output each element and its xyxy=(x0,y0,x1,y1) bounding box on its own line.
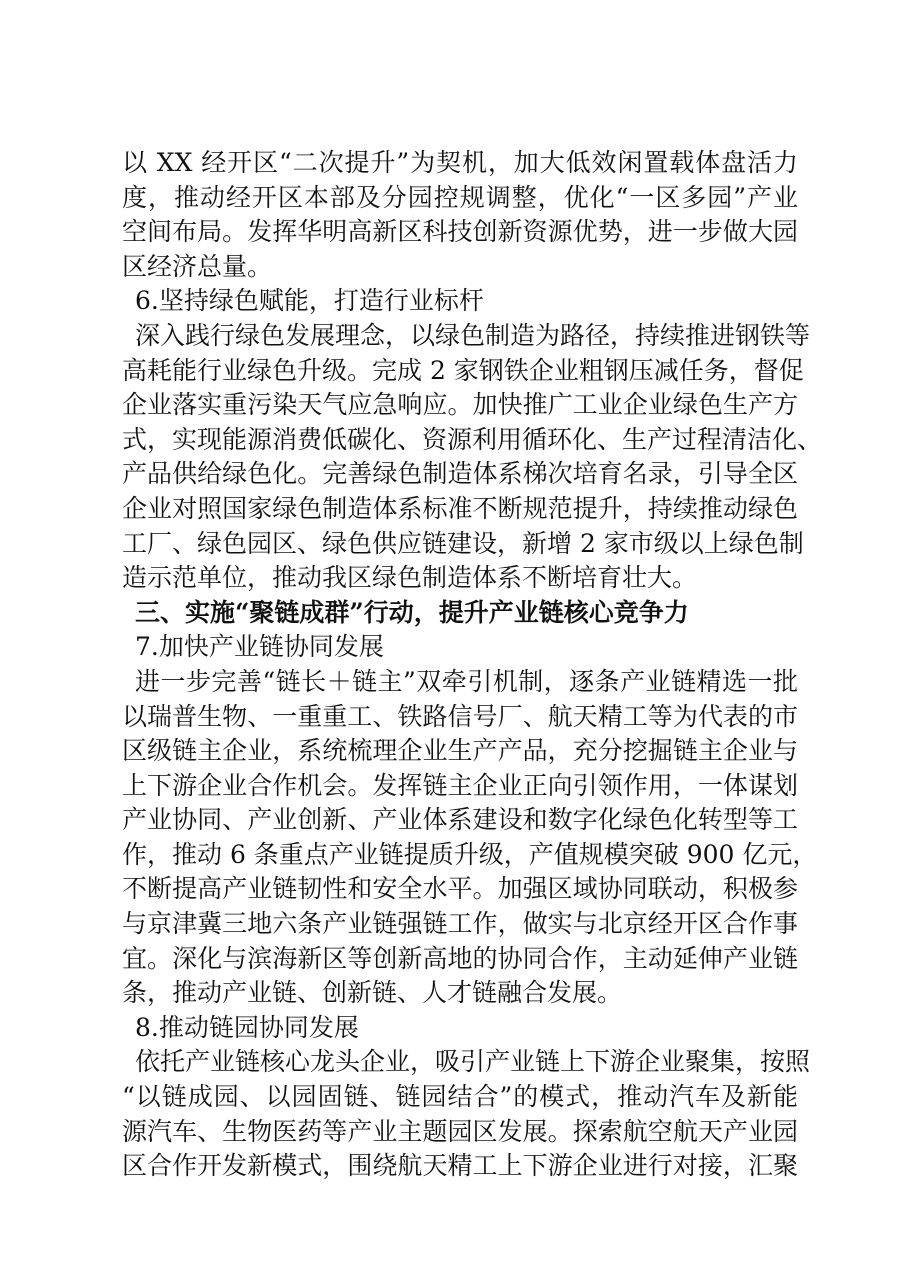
document-body xyxy=(122,146,823,1184)
text-line: 企业落实重污染天气应急响应。加快推广工业企业绿色生产方 xyxy=(122,390,798,420)
text-line: 企业对照国家绿色制造体系标准不断规范提升，持续推动绿色 xyxy=(122,493,798,523)
text-line: 宜。深化与滨海新区等创新高地的协同合作，主动延伸产业链 xyxy=(122,943,798,973)
text-line: 依托产业链核心龙头企业，吸引产业链上下游企业聚集，按照 xyxy=(135,1047,811,1077)
text-line: 工厂、绿色园区、绿色供应链建设，新增 2 家市级以上绿色制 xyxy=(122,528,804,558)
text-line: 空间布局。发挥华明高新区科技创新资源优势，进一步做大园 xyxy=(122,217,798,247)
subheading-item-7: 7.加快产业链协同发展 xyxy=(135,632,384,662)
text-line: 度，推动经开区本部及分园控规调整，优化“一区多园”产业 xyxy=(122,182,798,212)
text-line: 区级链主企业，系统梳理企业生产产品，充分挖掘链主企业与 xyxy=(122,736,798,766)
subheading-item-8: 8.推动链园协同发展 xyxy=(135,1012,359,1042)
text-line: 造示范单位，推动我区绿色制造体系不断培育壮大。 xyxy=(122,563,698,593)
text-line: 深入践行绿色发展理念，以绿色制造为路径，持续推进钢铁等 xyxy=(135,320,811,350)
subheading-item-6: 6.坚持绿色赋能，打造行业标杆 xyxy=(135,286,484,316)
text-line: 与京津冀三地六条产业链强链工作，做实与北京经开区合作事 xyxy=(122,909,798,939)
text-line: 条，推动产业链、创新链、人才链融合发展。 xyxy=(122,978,623,1008)
text-line: 区经济总量。 xyxy=(122,251,273,281)
text-line: 不断提高产业链韧性和安全水平。加强区域协同联动，积极参 xyxy=(122,874,798,904)
text-line: 以 XX 经开区“二次提升”为契机，加大低效闲置载体盘活力 xyxy=(122,148,798,177)
text-line: 区合作开发新模式，围绕航天精工上下游企业进行对接，汇聚 xyxy=(122,1151,798,1181)
text-line: 进一步完善“链长＋链主”双牵引机制，逐条产业链精选一批 xyxy=(135,666,798,696)
text-line: 作，推动 6 条重点产业链提质升级，产值规模突破 900 亿元， xyxy=(122,839,818,869)
text-line: 产品供给绿色化。完善绿色制造体系梯次培育名录，引导全区 xyxy=(122,459,798,489)
section-heading-3: 三、实施“聚链成群”行动，提升产业链核心竞争力 xyxy=(135,597,689,627)
text-line: 上下游企业合作机会。发挥链主企业正向引领作用，一体谋划 xyxy=(122,770,798,800)
text-line: 源汽车、生物医药等产业主题园区发展。探索航空航天产业园 xyxy=(122,1116,798,1146)
text-line: 以瑞普生物、一重重工、铁路信号厂、航天精工等为代表的市 xyxy=(122,701,798,731)
text-line: “以链成园、以园固链、链园结合”的模式，推动汽车及新能 xyxy=(122,1082,798,1112)
text-line: 高耗能行业绿色升级。完成 2 家钢铁企业粗钢压减任务，督促 xyxy=(122,355,804,385)
text-line: 产业协同、产业创新、产业体系建设和数字化绿色化转型等工 xyxy=(122,805,798,835)
text-line: 式，实现能源消费低碳化、资源利用循环化、生产过程清洁化、 xyxy=(122,424,823,454)
